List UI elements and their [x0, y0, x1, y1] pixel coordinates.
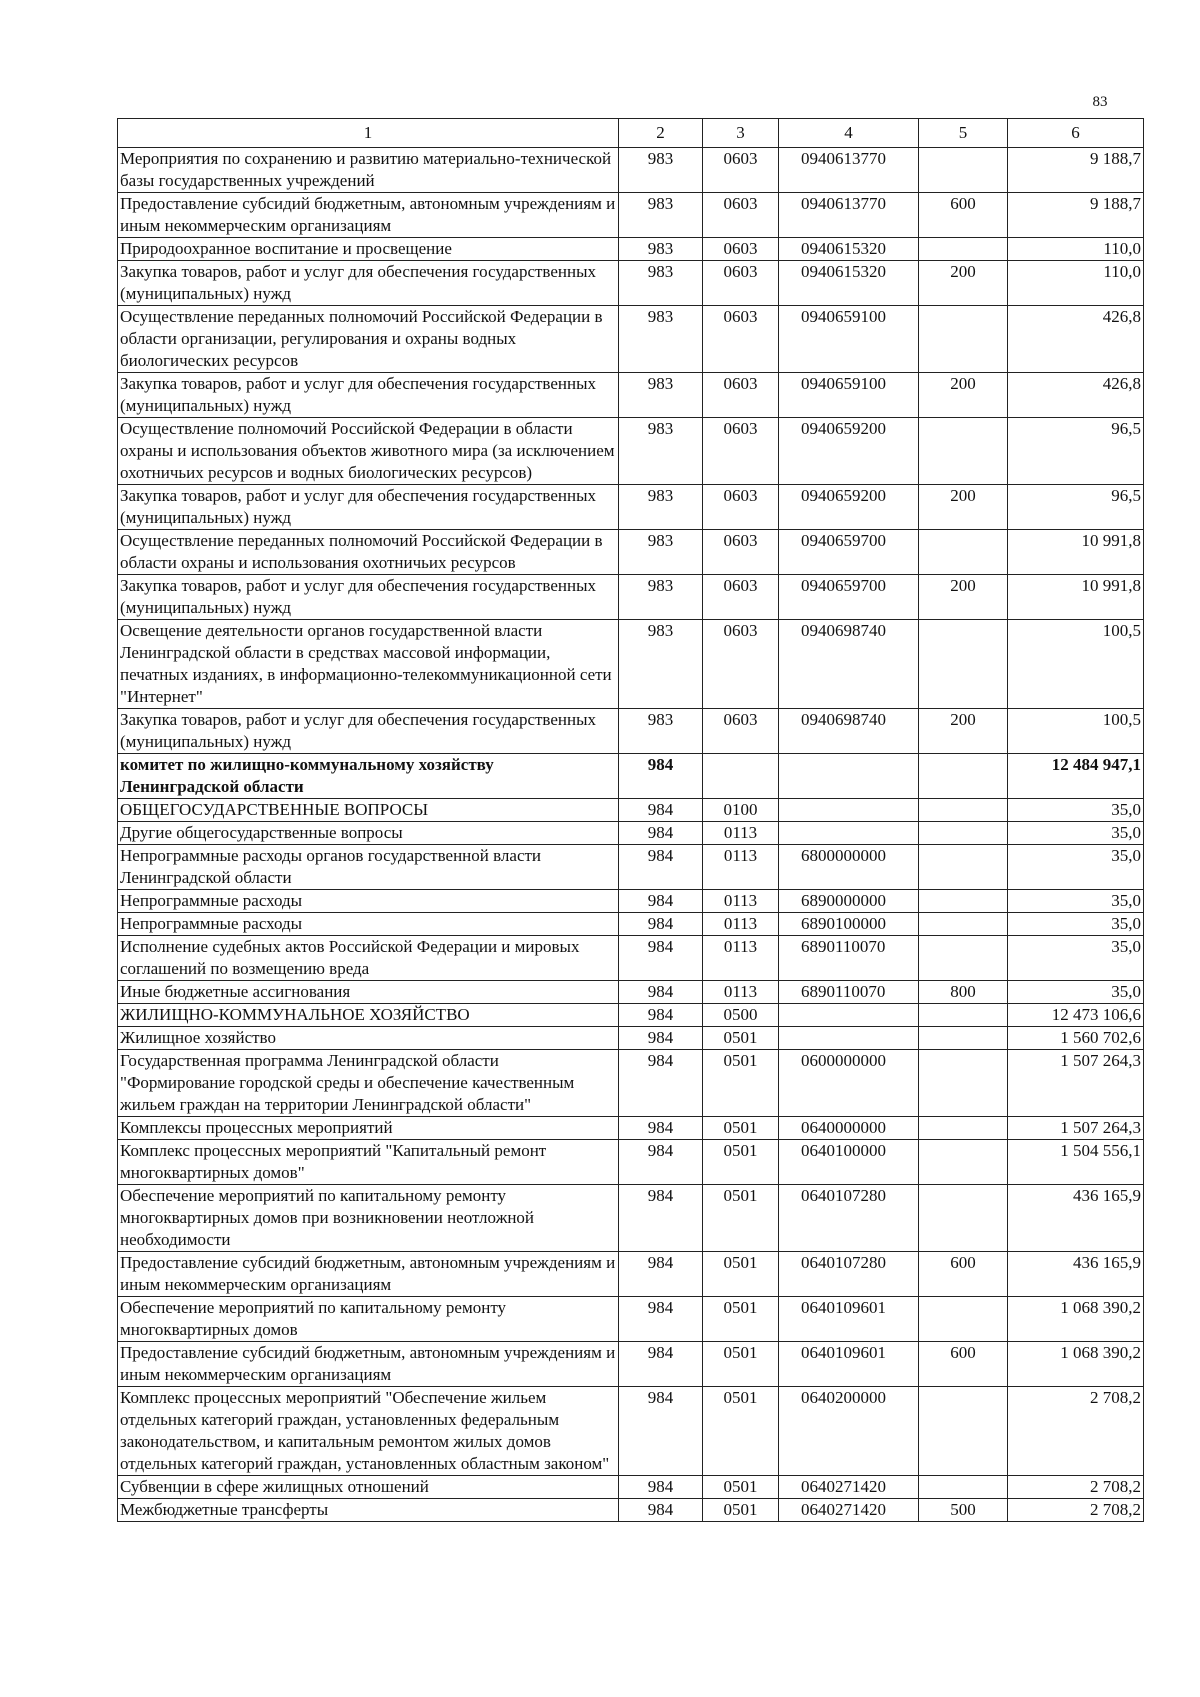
row-amount-cell: 96,5 [1008, 485, 1144, 530]
row-name-cell: Закупка товаров, работ и услуг для обеспечения государственных (муниципальных) нужд [118, 373, 619, 418]
row-section-code-cell: 0100 [703, 799, 779, 822]
row-target-code-cell: 0640109601 [779, 1297, 919, 1342]
row-section-code-cell: 0603 [703, 148, 779, 193]
row-target-code-cell [779, 799, 919, 822]
row-section-code-cell: 0603 [703, 418, 779, 485]
row-target-code-cell: 0940659700 [779, 530, 919, 575]
table-row [118, 981, 1144, 1004]
row-expense-type-cell: 200 [919, 709, 1008, 754]
row-expense-type-cell [919, 620, 1008, 709]
row-section-code-cell: 0113 [703, 822, 779, 845]
row-admin-code-cell: 983 [619, 373, 703, 418]
table-row [118, 754, 1144, 799]
table-row [118, 1117, 1144, 1140]
row-expense-type-cell: 200 [919, 373, 1008, 418]
column-header: 6 [1008, 119, 1144, 148]
row-name-cell: Предоставление субсидий бюджетным, автономным учреждениям и иным некоммерческим организациям [118, 1252, 619, 1297]
row-section-code-cell: 0113 [703, 981, 779, 1004]
row-target-code-cell: 6800000000 [779, 845, 919, 890]
row-amount-cell: 96,5 [1008, 418, 1144, 485]
row-expense-type-cell [919, 1297, 1008, 1342]
row-target-code-cell: 0940613770 [779, 193, 919, 238]
row-admin-code-cell: 983 [619, 620, 703, 709]
table-row [118, 148, 1144, 193]
table-row [118, 193, 1144, 238]
table-row [118, 936, 1144, 981]
row-section-code-cell: 0501 [703, 1342, 779, 1387]
row-target-code-cell: 0640107280 [779, 1252, 919, 1297]
row-admin-code-cell: 984 [619, 1117, 703, 1140]
row-admin-code-cell: 983 [619, 575, 703, 620]
row-name-cell: Мероприятия по сохранению и развитию материально-технической базы государственных учреждений [118, 148, 619, 193]
row-expense-type-cell [919, 799, 1008, 822]
row-name-cell: Закупка товаров, работ и услуг для обеспечения государственных (муниципальных) нужд [118, 575, 619, 620]
row-admin-code-cell: 984 [619, 799, 703, 822]
row-name-cell: Другие общегосударственные вопросы [118, 822, 619, 845]
table-row [118, 1140, 1144, 1185]
row-expense-type-cell: 200 [919, 575, 1008, 620]
row-expense-type-cell [919, 306, 1008, 373]
row-name-cell: Осуществление полномочий Российской Федерации в области охраны и использования объектов животного мира (за исключением охотничьих ресурсов и водных биологических ресурсов) [118, 418, 619, 485]
row-amount-cell: 2 708,2 [1008, 1499, 1144, 1522]
row-section-code-cell: 0501 [703, 1297, 779, 1342]
row-expense-type-cell: 200 [919, 485, 1008, 530]
row-expense-type-cell: 500 [919, 1499, 1008, 1522]
row-section-code-cell: 0501 [703, 1050, 779, 1117]
row-admin-code-cell: 983 [619, 306, 703, 373]
row-amount-cell: 426,8 [1008, 306, 1144, 373]
row-expense-type-cell [919, 530, 1008, 575]
row-admin-code-cell: 984 [619, 1342, 703, 1387]
row-admin-code-cell: 984 [619, 1004, 703, 1027]
row-admin-code-cell: 984 [619, 1252, 703, 1297]
row-admin-code-cell: 984 [619, 845, 703, 890]
column-header: 3 [703, 119, 779, 148]
row-expense-type-cell [919, 936, 1008, 981]
row-section-code-cell: 0603 [703, 530, 779, 575]
row-target-code-cell: 0940659100 [779, 373, 919, 418]
row-section-code-cell: 0501 [703, 1027, 779, 1050]
table-row [118, 530, 1144, 575]
row-section-code-cell: 0603 [703, 485, 779, 530]
row-admin-code-cell: 984 [619, 754, 703, 799]
row-name-cell: Осуществление переданных полномочий Российской Федерации в области организации, регулирования и охраны водных биологических ресурсов [118, 306, 619, 373]
row-admin-code-cell: 983 [619, 148, 703, 193]
row-name-cell: Иные бюджетные ассигнования [118, 981, 619, 1004]
row-target-code-cell: 0940659200 [779, 418, 919, 485]
row-amount-cell: 10 991,8 [1008, 575, 1144, 620]
row-section-code-cell: 0113 [703, 890, 779, 913]
row-expense-type-cell [919, 148, 1008, 193]
row-amount-cell: 35,0 [1008, 981, 1144, 1004]
row-admin-code-cell: 984 [619, 913, 703, 936]
row-target-code-cell: 0940613770 [779, 148, 919, 193]
table-row [118, 1387, 1144, 1476]
row-expense-type-cell [919, 822, 1008, 845]
row-section-code-cell: 0500 [703, 1004, 779, 1027]
row-admin-code-cell: 984 [619, 1297, 703, 1342]
table-row [118, 306, 1144, 373]
row-section-code-cell: 0603 [703, 709, 779, 754]
column-header: 1 [118, 119, 619, 148]
row-amount-cell: 10 991,8 [1008, 530, 1144, 575]
row-amount-cell: 1 504 556,1 [1008, 1140, 1144, 1185]
row-section-code-cell: 0501 [703, 1499, 779, 1522]
row-name-cell: Жилищное хозяйство [118, 1027, 619, 1050]
row-admin-code-cell: 983 [619, 261, 703, 306]
row-admin-code-cell: 983 [619, 238, 703, 261]
row-expense-type-cell: 600 [919, 1342, 1008, 1387]
row-amount-cell: 35,0 [1008, 845, 1144, 890]
row-section-code-cell: 0501 [703, 1476, 779, 1499]
row-name-cell: Закупка товаров, работ и услуг для обеспечения государственных (муниципальных) нужд [118, 261, 619, 306]
row-admin-code-cell: 984 [619, 1140, 703, 1185]
row-target-code-cell: 6890110070 [779, 981, 919, 1004]
row-expense-type-cell: 600 [919, 193, 1008, 238]
row-name-cell: Субвенции в сфере жилищных отношений [118, 1476, 619, 1499]
table-row [118, 890, 1144, 913]
row-section-code-cell: 0113 [703, 845, 779, 890]
row-expense-type-cell: 600 [919, 1252, 1008, 1297]
row-amount-cell: 35,0 [1008, 936, 1144, 981]
row-admin-code-cell: 984 [619, 822, 703, 845]
row-section-code-cell: 0603 [703, 238, 779, 261]
row-target-code-cell: 0940698740 [779, 709, 919, 754]
row-name-cell: Предоставление субсидий бюджетным, автономным учреждениям и иным некоммерческим организациям [118, 1342, 619, 1387]
row-expense-type-cell [919, 1387, 1008, 1476]
row-section-code-cell: 0501 [703, 1185, 779, 1252]
table-row [118, 1476, 1144, 1499]
table-row [118, 1004, 1144, 1027]
row-amount-cell: 2 708,2 [1008, 1476, 1144, 1499]
table-row [118, 620, 1144, 709]
row-amount-cell: 1 507 264,3 [1008, 1050, 1144, 1117]
column-header: 5 [919, 119, 1008, 148]
row-section-code-cell: 0603 [703, 373, 779, 418]
row-amount-cell: 12 484 947,1 [1008, 754, 1144, 799]
row-admin-code-cell: 984 [619, 1027, 703, 1050]
row-target-code-cell: 0640000000 [779, 1117, 919, 1140]
row-name-cell: Комплексы процессных мероприятий [118, 1117, 619, 1140]
row-target-code-cell: 0940659200 [779, 485, 919, 530]
row-name-cell: Природоохранное воспитание и просвещение [118, 238, 619, 261]
table-body [118, 148, 1144, 1522]
row-target-code-cell [779, 1027, 919, 1050]
row-expense-type-cell [919, 890, 1008, 913]
row-admin-code-cell: 983 [619, 709, 703, 754]
row-expense-type-cell [919, 1140, 1008, 1185]
row-name-cell: Освещение деятельности органов государственной власти Ленинградской области в средствах массовой информации, печатных изданиях, в информационно-телекоммуникационной сети "Интернет" [118, 620, 619, 709]
row-amount-cell: 1 560 702,6 [1008, 1027, 1144, 1050]
row-target-code-cell: 0640107280 [779, 1185, 919, 1252]
table-row [118, 238, 1144, 261]
row-name-cell: Исполнение судебных актов Российской Федерации и мировых соглашений по возмещению вреда [118, 936, 619, 981]
column-header: 2 [619, 119, 703, 148]
row-section-code-cell: 0113 [703, 913, 779, 936]
row-section-code-cell: 0501 [703, 1117, 779, 1140]
table-row [118, 575, 1144, 620]
row-target-code-cell: 0640271420 [779, 1476, 919, 1499]
table-row [118, 709, 1144, 754]
row-admin-code-cell: 984 [619, 1050, 703, 1117]
row-target-code-cell [779, 754, 919, 799]
column-header: 4 [779, 119, 919, 148]
table-row [118, 261, 1144, 306]
row-target-code-cell: 0940659100 [779, 306, 919, 373]
table-row [118, 799, 1144, 822]
row-target-code-cell: 0940659700 [779, 575, 919, 620]
row-name-cell: Обеспечение мероприятий по капитальному ремонту многоквартирных домов при возникновении неотложной необходимости [118, 1185, 619, 1252]
table-row [118, 822, 1144, 845]
row-expense-type-cell [919, 1027, 1008, 1050]
row-name-cell: Осуществление переданных полномочий Российской Федерации в области охраны и использования охотничьих ресурсов [118, 530, 619, 575]
row-name-cell: Комплекс процессных мероприятий "Обеспечение жильем отдельных категорий граждан, установленных федеральным законодательством, и капитальным ремонтом жилых домов отдельных категорий граждан, установленных областным законом" [118, 1387, 619, 1476]
table-row [118, 913, 1144, 936]
row-name-cell: Непрограммные расходы органов государственной власти Ленинградской области [118, 845, 619, 890]
row-target-code-cell: 6890100000 [779, 913, 919, 936]
row-section-code-cell: 0113 [703, 936, 779, 981]
row-section-code-cell: 0501 [703, 1140, 779, 1185]
row-expense-type-cell [919, 845, 1008, 890]
row-admin-code-cell: 984 [619, 1185, 703, 1252]
row-amount-cell: 35,0 [1008, 913, 1144, 936]
row-target-code-cell: 0640100000 [779, 1140, 919, 1185]
table-row [118, 1297, 1144, 1342]
table-row [118, 1342, 1144, 1387]
row-amount-cell: 110,0 [1008, 238, 1144, 261]
table-row [118, 1185, 1144, 1252]
row-name-cell: Комплекс процессных мероприятий "Капитальный ремонт многоквартирных домов" [118, 1140, 619, 1185]
row-expense-type-cell [919, 238, 1008, 261]
row-target-code-cell: 0640200000 [779, 1387, 919, 1476]
row-amount-cell: 436 165,9 [1008, 1252, 1144, 1297]
table-row [118, 1027, 1144, 1050]
row-target-code-cell: 0940615320 [779, 238, 919, 261]
row-amount-cell: 426,8 [1008, 373, 1144, 418]
row-name-cell: Обеспечение мероприятий по капитальному ремонту многоквартирных домов [118, 1297, 619, 1342]
table-row [118, 1252, 1144, 1297]
row-admin-code-cell: 984 [619, 1387, 703, 1476]
row-section-code-cell: 0603 [703, 306, 779, 373]
row-expense-type-cell: 200 [919, 261, 1008, 306]
row-target-code-cell: 0940698740 [779, 620, 919, 709]
row-amount-cell: 9 188,7 [1008, 148, 1144, 193]
row-amount-cell: 100,5 [1008, 709, 1144, 754]
row-section-code-cell: 0501 [703, 1387, 779, 1476]
row-name-cell: Межбюджетные трансферты [118, 1499, 619, 1522]
row-target-code-cell: 0940615320 [779, 261, 919, 306]
row-admin-code-cell: 983 [619, 418, 703, 485]
row-amount-cell: 35,0 [1008, 890, 1144, 913]
table-row [118, 1050, 1144, 1117]
row-admin-code-cell: 984 [619, 1499, 703, 1522]
row-name-cell: Непрограммные расходы [118, 913, 619, 936]
budget-table [117, 118, 1144, 1522]
table-row [118, 373, 1144, 418]
row-target-code-cell: 6890110070 [779, 936, 919, 981]
row-expense-type-cell [919, 913, 1008, 936]
table-row [118, 485, 1144, 530]
row-section-code-cell: 0603 [703, 620, 779, 709]
row-amount-cell: 1 068 390,2 [1008, 1297, 1144, 1342]
row-name-cell: Закупка товаров, работ и услуг для обеспечения государственных (муниципальных) нужд [118, 709, 619, 754]
row-expense-type-cell [919, 1117, 1008, 1140]
row-expense-type-cell [919, 1476, 1008, 1499]
row-admin-code-cell: 983 [619, 485, 703, 530]
row-amount-cell: 100,5 [1008, 620, 1144, 709]
row-name-cell: Предоставление субсидий бюджетным, автономным учреждениям и иным некоммерческим организациям [118, 193, 619, 238]
row-amount-cell: 110,0 [1008, 261, 1144, 306]
row-target-code-cell [779, 1004, 919, 1027]
row-admin-code-cell: 984 [619, 936, 703, 981]
row-name-cell: ЖИЛИЩНО-КОММУНАЛЬНОЕ ХОЗЯЙСТВО [118, 1004, 619, 1027]
row-name-cell: комитет по жилищно-коммунальному хозяйству Ленинградской области [118, 754, 619, 799]
row-expense-type-cell: 800 [919, 981, 1008, 1004]
row-amount-cell: 35,0 [1008, 799, 1144, 822]
row-admin-code-cell: 984 [619, 981, 703, 1004]
row-target-code-cell: 0600000000 [779, 1050, 919, 1117]
row-section-code-cell: 0603 [703, 261, 779, 306]
row-expense-type-cell [919, 1004, 1008, 1027]
row-section-code-cell [703, 754, 779, 799]
row-admin-code-cell: 983 [619, 193, 703, 238]
row-target-code-cell: 0640109601 [779, 1342, 919, 1387]
row-amount-cell: 2 708,2 [1008, 1387, 1144, 1476]
row-amount-cell: 35,0 [1008, 822, 1144, 845]
row-admin-code-cell: 984 [619, 1476, 703, 1499]
row-target-code-cell: 6890000000 [779, 890, 919, 913]
row-section-code-cell: 0603 [703, 193, 779, 238]
row-name-cell: Закупка товаров, работ и услуг для обеспечения государственных (муниципальных) нужд [118, 485, 619, 530]
table-row [118, 845, 1144, 890]
row-expense-type-cell [919, 1185, 1008, 1252]
row-expense-type-cell [919, 1050, 1008, 1117]
row-expense-type-cell [919, 754, 1008, 799]
row-target-code-cell [779, 822, 919, 845]
row-target-code-cell: 0640271420 [779, 1499, 919, 1522]
row-amount-cell: 436 165,9 [1008, 1185, 1144, 1252]
page-number: 83 [1092, 94, 1108, 110]
row-amount-cell: 12 473 106,6 [1008, 1004, 1144, 1027]
row-name-cell: Непрограммные расходы [118, 890, 619, 913]
row-expense-type-cell [919, 418, 1008, 485]
row-amount-cell: 1 068 390,2 [1008, 1342, 1144, 1387]
row-name-cell: Государственная программа Ленинградской области "Формирование городской среды и обеспечение качественным жильем граждан на территории Ленинградской области" [118, 1050, 619, 1117]
table-row [118, 418, 1144, 485]
row-admin-code-cell: 984 [619, 890, 703, 913]
row-name-cell: ОБЩЕГОСУДАРСТВЕННЫЕ ВОПРОСЫ [118, 799, 619, 822]
table-header-row [118, 119, 1144, 148]
row-section-code-cell: 0603 [703, 575, 779, 620]
row-admin-code-cell: 983 [619, 530, 703, 575]
row-amount-cell: 9 188,7 [1008, 193, 1144, 238]
row-amount-cell: 1 507 264,3 [1008, 1117, 1144, 1140]
row-section-code-cell: 0501 [703, 1252, 779, 1297]
table-row [118, 1499, 1144, 1522]
